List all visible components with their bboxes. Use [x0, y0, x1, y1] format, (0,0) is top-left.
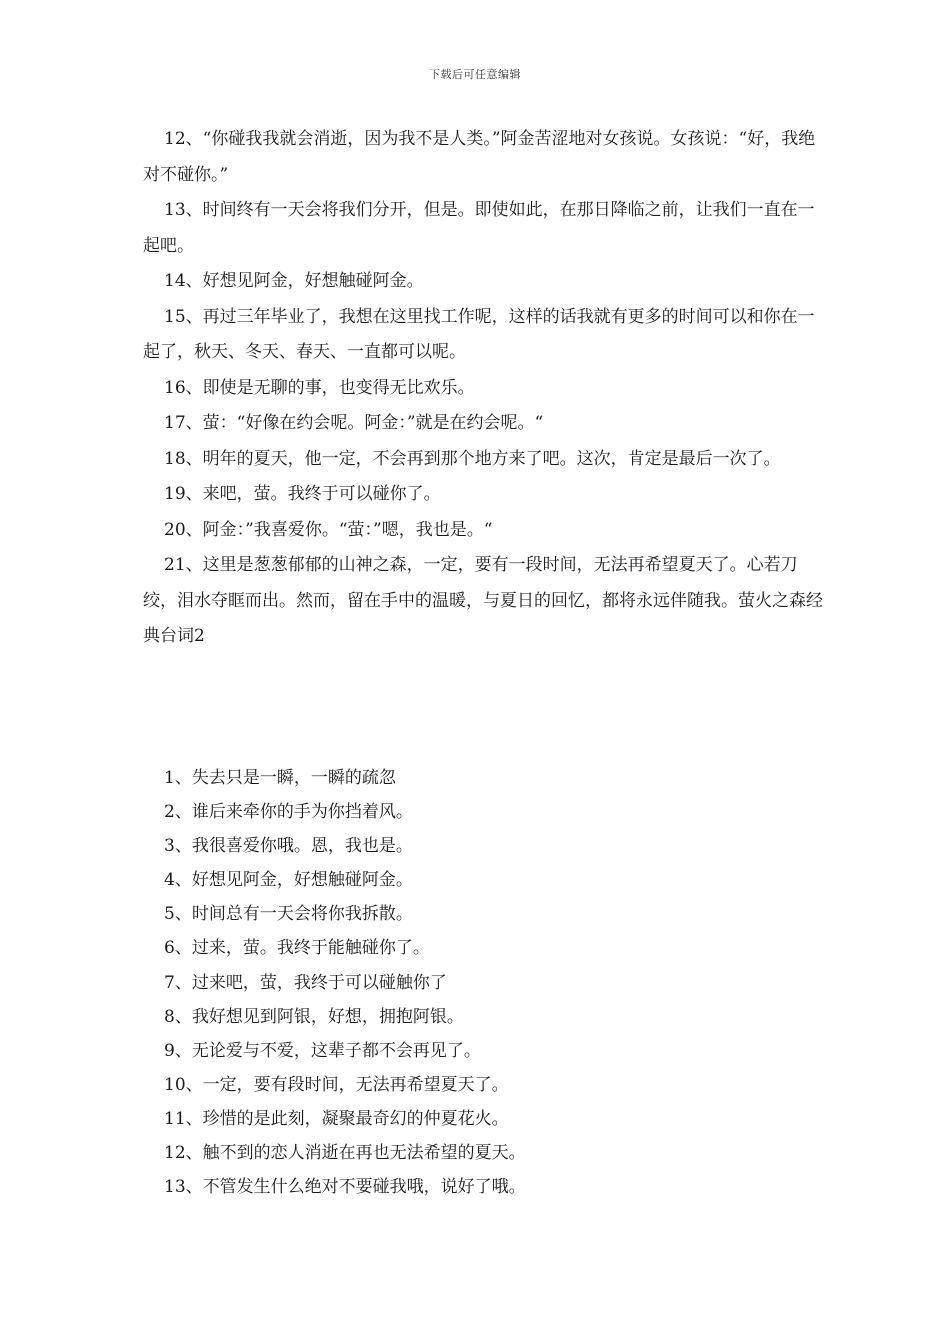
quote-paragraph: 12、“你碰我我就会消逝，因为我不是人类。”阿金苦涩地对女孩说。女孩说：“好，我绝对不碰你。” — [143, 129, 816, 185]
quote-list-item: 9、无论爱与不爱，这辈子都不会再见了。 — [164, 1040, 481, 1061]
quote-list-item: 11、珍惜的是此刻，凝聚最奇幻的仲夏花火。 — [164, 1108, 509, 1129]
quote-list-item: 3、我很喜爱你哦。恩，我也是。 — [164, 836, 413, 857]
quote-list-item: 7、过来吧，萤，我终于可以碰触你了 — [164, 972, 447, 993]
quote-paragraph: 14、好想见阿金，好想触碰阿金。 — [164, 271, 424, 291]
quote-list-item: 2、谁后来牵你的手为你挡着风。 — [164, 802, 413, 823]
quote-paragraph: 17、萤：“好像在约会呢。阿金：”就是在约会呢。“ — [164, 413, 544, 433]
quote-paragraph: 18、明年的夏天，他一定，不会再到那个地方来了吧。这次，肯定是最后一次了。 — [164, 448, 781, 469]
quotes-section-b — [143, 761, 823, 1204]
quotes-section-a — [143, 122, 823, 655]
quote-paragraph: 16、即使是无聊的事，也变得无比欢乐。 — [164, 377, 475, 398]
quote-list-item: 6、过来，萤。我终于能触碰你了。 — [164, 938, 430, 959]
quote-list-item: 13、不管发生什么绝对不要碰我哦，说好了哦。 — [164, 1177, 526, 1198]
page-header: 下载后可任意编辑 — [429, 68, 521, 81]
quote-paragraph: 15、再过三年毕业了，我想在这里找工作呢，这样的话我就有更多的时间可以和你在一起了，秋天、冬天、春天、一直都可以呢。 — [143, 306, 815, 362]
quote-list-item: 1、失去只是一瞬，一瞬的疏忽 — [164, 768, 396, 788]
quote-list-item: 8、我好想见到阿银，好想，拥抱阿银。 — [164, 1006, 464, 1027]
quote-list-item: 12、触不到的恋人消逝在再也无法希望的夏天。 — [164, 1143, 526, 1164]
quote-paragraph: 19、来吧，萤。我终于可以碰你了。 — [164, 484, 441, 504]
quote-paragraph: 21、这里是葱葱郁郁的山神之森，一定，要有一段时间，无法再希望夏天了。心若刀绞，泪水夺眶而出。然而，留在手中的温暖，与夏日的回忆，都将永远伴随我。萤火之森经典台词2 — [143, 555, 823, 646]
quote-paragraph: 20、阿金：”我喜爱你。“萤：”嗯，我也是。“ — [164, 519, 493, 540]
quote-list-item: 5、时间总有一天会将你我拆散。 — [164, 904, 413, 925]
quote-list-item: 4、好想见阿金，好想触碰阿金。 — [164, 870, 413, 891]
quote-list-item: 10、一定，要有段时间，无法再希望夏天了。 — [164, 1074, 509, 1095]
quote-paragraph: 13、时间终有一天会将我们分开，但是。即使如此，在那日降临之前，让我们一直在一起吧。 — [143, 200, 815, 256]
